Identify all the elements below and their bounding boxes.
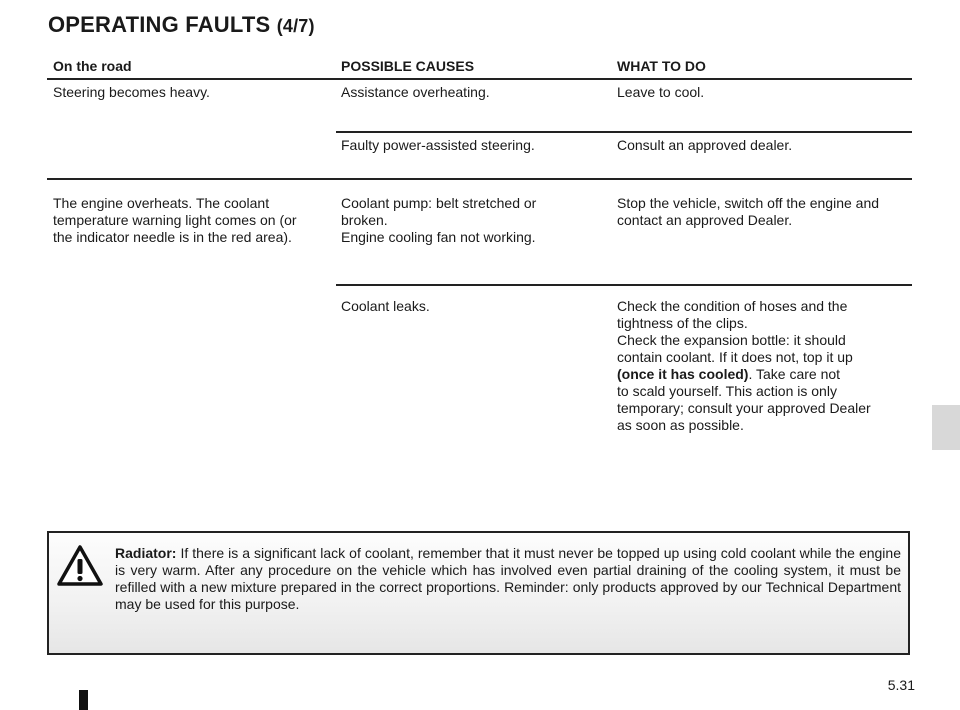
table-cell-cause: Assistance overheating.	[341, 84, 490, 100]
row-divider	[336, 284, 912, 286]
title-page-ref: (4/7)	[276, 16, 315, 36]
action-emphasis: (once it has cooled)	[617, 366, 749, 382]
title-text: OPERATING FAULTS	[48, 12, 271, 37]
table-cell-action: Consult an approved dealer.	[617, 137, 793, 153]
page-title	[48, 12, 315, 38]
table-cell-symptom: Steering becomes heavy.	[53, 84, 210, 100]
row-divider	[47, 178, 912, 180]
table-cell-cause: Coolant leaks.	[341, 298, 430, 314]
warning-label: Radiator:	[115, 545, 177, 561]
table-cell-symptom: The engine overheats. The coolant temperature warning light comes on (or the indicator needle is in the red area).	[53, 195, 297, 245]
table-cell-cause: Coolant pump: belt stretched or broken. Engine cooling fan not working.	[341, 195, 537, 245]
radiator-warning-text	[115, 545, 901, 613]
table-cell-action	[617, 298, 912, 434]
page-edge-mark	[79, 690, 88, 710]
section-tab-marker	[932, 405, 960, 450]
column-header-what-to-do: WHAT TO DO	[617, 58, 706, 74]
row-divider	[336, 131, 912, 133]
table-cell-action: Stop the vehicle, switch off the engine and contact an approved Dealer.	[617, 195, 880, 228]
table-cell-cause: Faulty power-assisted steering.	[341, 137, 535, 153]
page-number: 5.31	[887, 677, 915, 693]
table-header-rule	[47, 78, 912, 80]
warning-body: If there is a significant lack of coolant, remember that it must never be topped up using cold coolant while the engine is very warm. After any procedure on the vehicle which has involved even partial draining of the cooling system, it must be refilled with a new mixture prepared in the correct proportions. Reminder: only products approved by our Technical Department may be used for this purpose.	[115, 545, 901, 612]
action-text: . Take care not to scald yourself. This action is only temporary; consult your approved Dealer as soon as possible.	[617, 366, 871, 433]
table-cell-action: Leave to cool.	[617, 84, 705, 100]
action-text: Check the condition of hoses and the tightness of the clips. Check the expansion bottle: it should contain coolant. If it does not, top it up	[617, 298, 853, 365]
warning-triangle-icon	[56, 544, 104, 588]
column-header-on-the-road: On the road	[53, 58, 132, 74]
column-header-possible-causes: POSSIBLE CAUSES	[341, 58, 475, 74]
